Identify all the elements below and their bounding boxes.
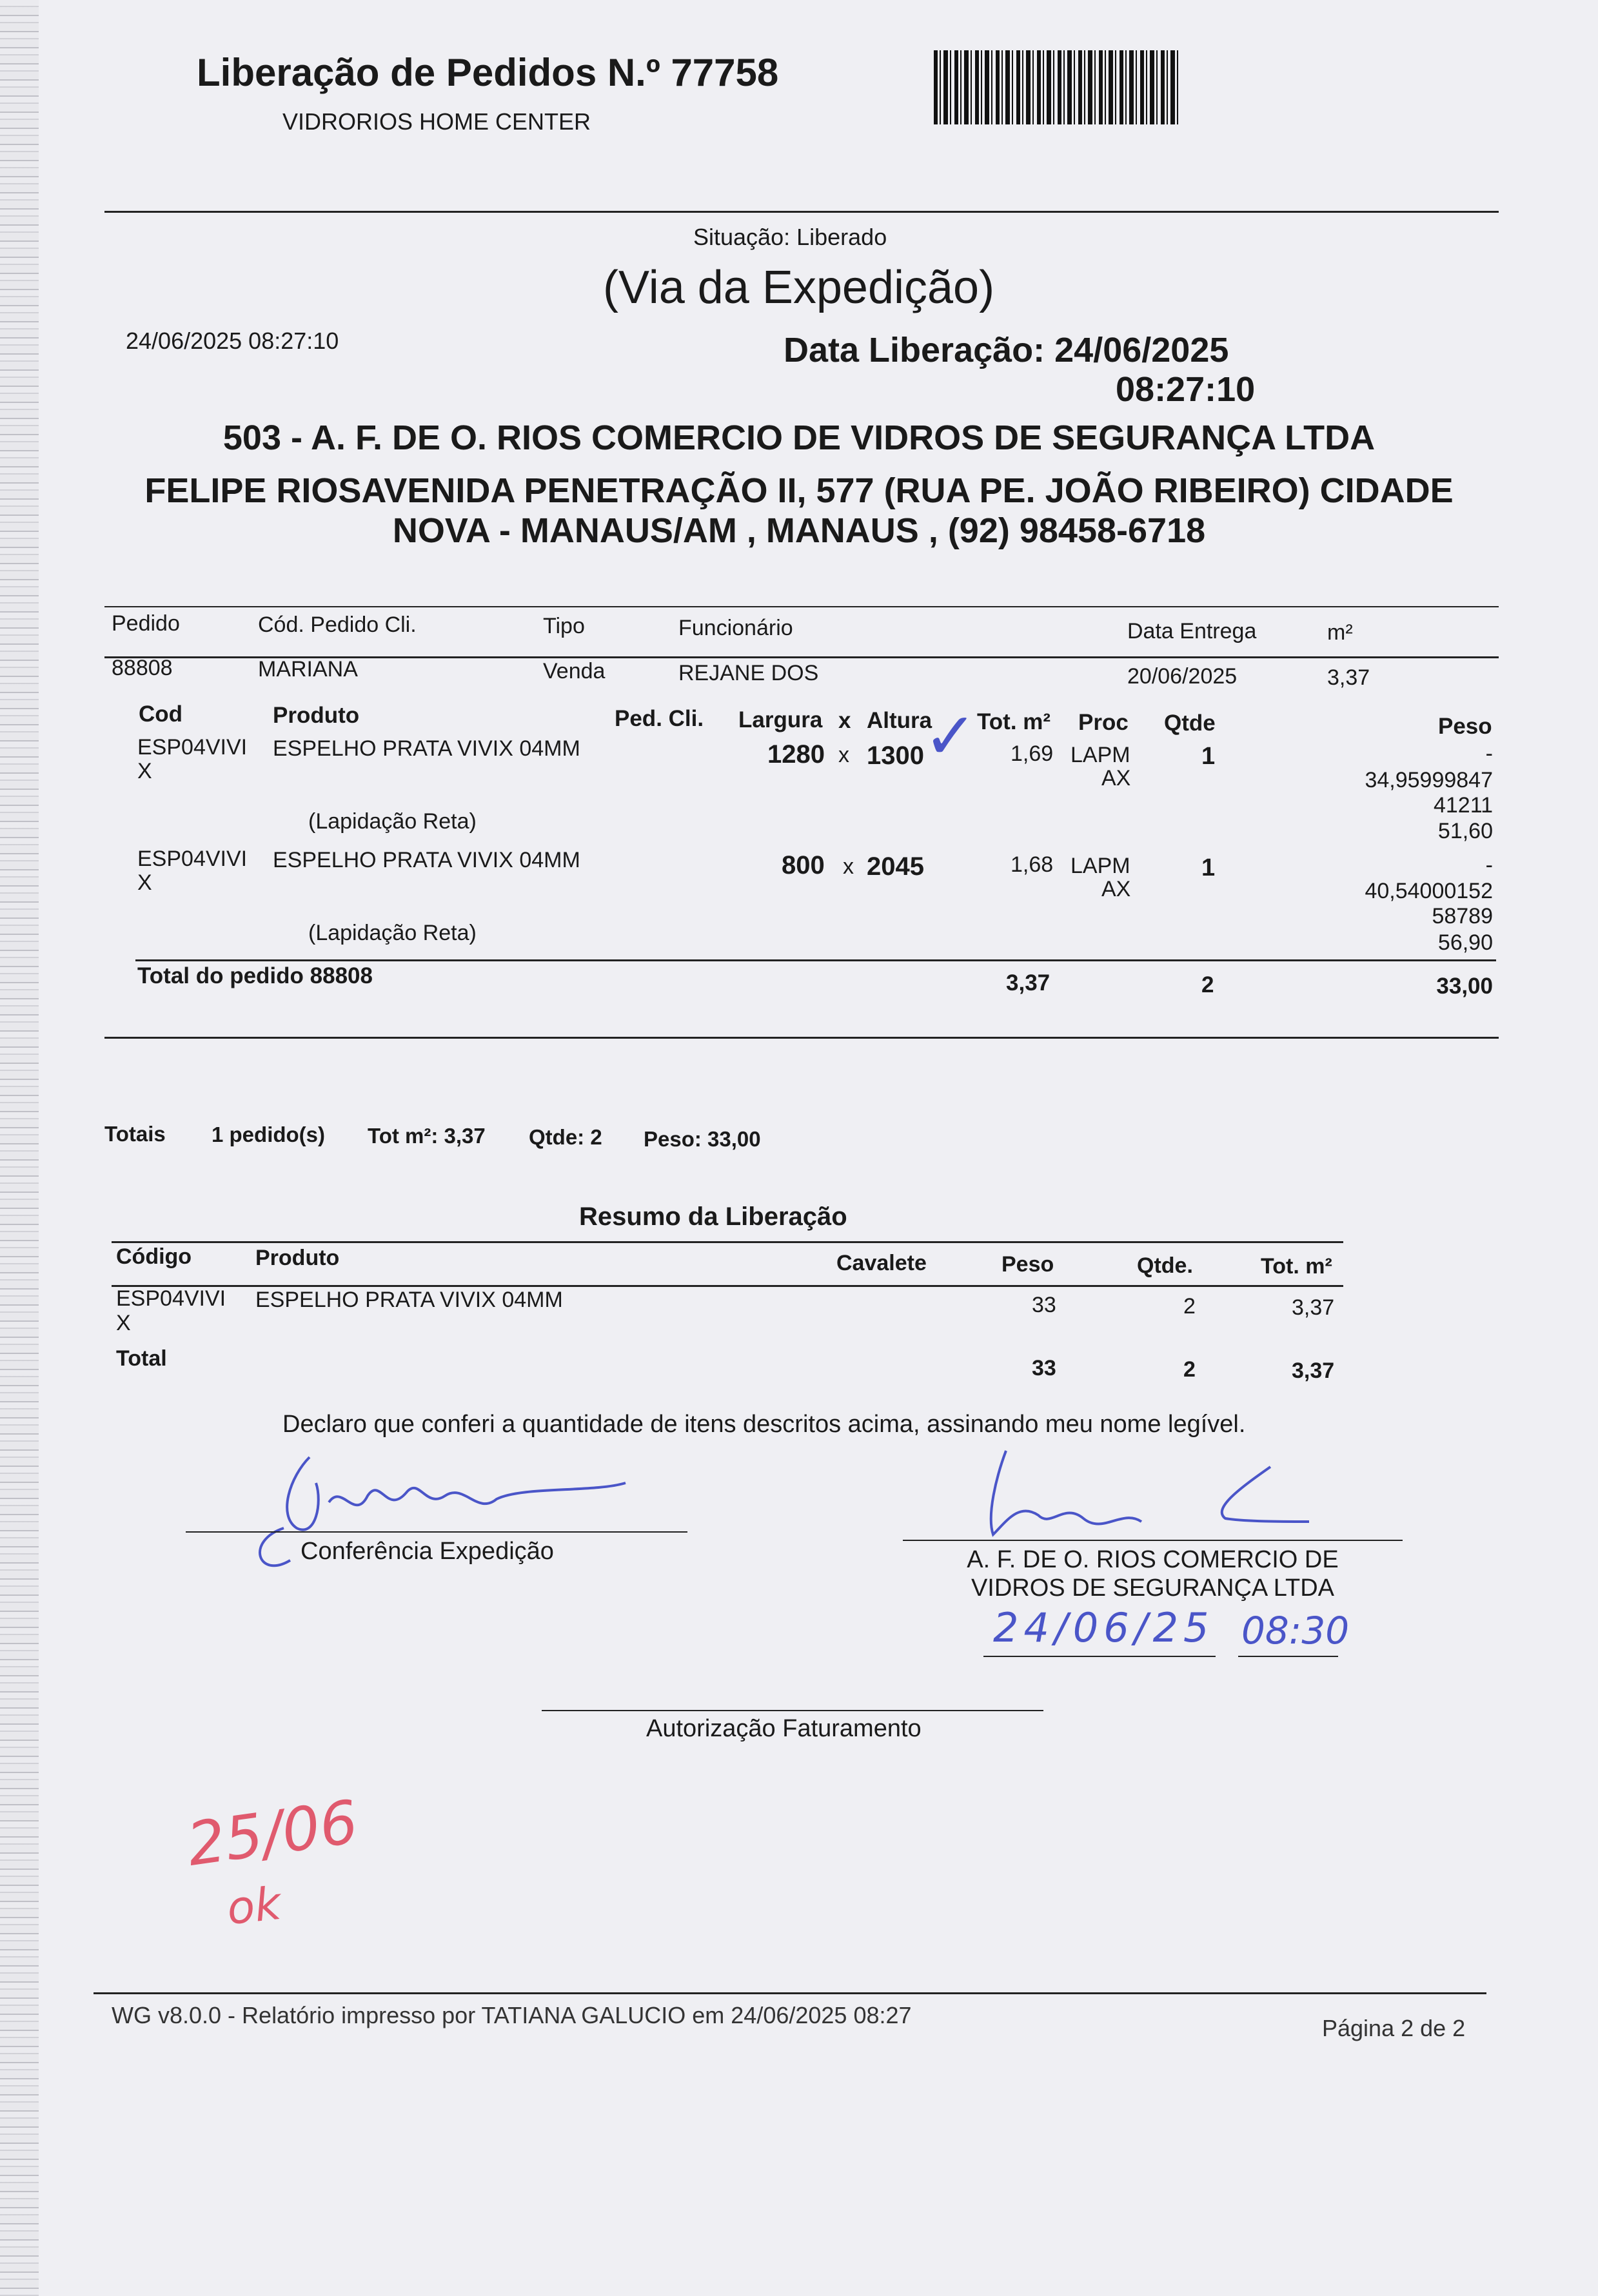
col-funcionario: Funcionário (678, 616, 793, 640)
order-total-m2: 3,37 (1006, 970, 1051, 996)
order-pedido: 88808 (112, 656, 173, 680)
col-data-entrega: Data Entrega (1127, 619, 1257, 643)
resumo-produto: ESPELHO PRATA VIVIX 04MM (255, 1288, 563, 1312)
item-peso-total: 51,60 (1437, 819, 1493, 843)
items-col-peso: Peso (1438, 714, 1492, 739)
header-divider (104, 211, 1499, 213)
data-liberacao: Data Liberação: 24/06/2025 (784, 331, 1229, 369)
item-proc-suffix: AX (1101, 877, 1131, 901)
item-peso-value: 40,54000152 (1365, 879, 1493, 903)
totais-pedidos: 1 pedido(s) (212, 1123, 326, 1146)
signature-right (935, 1438, 1322, 1554)
declaration-text: Declaro que conferi a quantidade de itens descritos acima, assinando meu nome legível. (282, 1411, 1246, 1438)
print-datetime: 24/06/2025 08:27:10 (126, 328, 339, 354)
item-x: x (843, 854, 854, 879)
data-liberacao-time: 08:27:10 (1116, 370, 1256, 409)
totais-peso: Peso: 33,00 (644, 1127, 761, 1151)
items-col-proc: Proc (1078, 710, 1129, 735)
col-tipo: Tipo (543, 614, 585, 638)
items-col-qtde: Qtde (1164, 711, 1216, 736)
item-largura: 1280 (767, 740, 825, 769)
company-signature-label: A. F. DE O. RIOS COMERCIO DE (967, 1546, 1339, 1573)
order-table-top (104, 606, 1499, 607)
resumo-col-qtde: Qtde. (1137, 1253, 1193, 1278)
item-produto: ESPELHO PRATA VIVIX 04MM (273, 736, 580, 761)
items-col-altura: Altura (867, 708, 932, 733)
item-peso-dash: - (1485, 853, 1493, 878)
resumo-peso: 33 (1032, 1293, 1056, 1317)
resumo-top (112, 1241, 1343, 1243)
barcode (934, 50, 1179, 124)
footer-report-info: WG v8.0.0 - Relatório impresso por TATIANA GALUCIO em 24/06/2025 08:27 (112, 2002, 912, 2028)
item-cod-suffix: X (137, 870, 152, 895)
status-situacao: Situação: Liberado (693, 224, 887, 250)
col-m2: m² (1327, 620, 1353, 645)
col-cod-pedido-cli: Cód. Pedido Cli. (258, 613, 417, 637)
company-signature-label-2: VIDROS DE SEGURANÇA LTDA (971, 1575, 1335, 1602)
items-col-x: x (838, 708, 851, 733)
date-underline (983, 1656, 1216, 1657)
item-obs: (Lapidação Reta) (308, 809, 477, 834)
resumo-title: Resumo da Liberação (579, 1202, 847, 1231)
check-mark-annotation: ✓ (923, 698, 978, 774)
signature-line-right (903, 1540, 1403, 1541)
col-pedido: Pedido (112, 611, 180, 636)
item-tot-m2: 1,68 (1011, 852, 1054, 877)
time-underline (1238, 1656, 1338, 1657)
item-produto: ESPELHO PRATA VIVIX 04MM (273, 848, 580, 872)
totais-tot-m2: Tot m²: 3,37 (368, 1124, 486, 1148)
resumo-total-peso: 33 (1032, 1356, 1056, 1380)
item-altura: 1300 (867, 741, 924, 770)
red-ok-annotation: ok (224, 1876, 284, 1936)
client-name: 503 - A. F. DE O. RIOS COMERCIO DE VIDROS DE SEGURANÇA LTDA (222, 418, 1376, 457)
item-proc: LAPM (1070, 743, 1130, 767)
order-tipo: Venda (543, 659, 606, 683)
autorizacao-faturamento-label: Autorização Faturamento (646, 1715, 922, 1742)
signature-line-autorizacao (542, 1710, 1043, 1711)
order-total-label: Total do pedido 88808 (137, 963, 373, 988)
via-label: (Via da Expedição) (603, 262, 995, 313)
resumo-col-codigo: Código (116, 1244, 192, 1269)
items-col-produto: Produto (273, 703, 360, 728)
resumo-col-peso: Peso (1001, 1252, 1054, 1277)
item-largura: 800 (782, 851, 825, 879)
order-m2: 3,37 (1327, 665, 1370, 690)
item-peso-value-cont: 58789 (1432, 904, 1493, 928)
resumo-header-divider (112, 1285, 1343, 1287)
items-col-ped-cli: Ped. Cli. (615, 706, 704, 731)
order-total-qtde: 2 (1201, 972, 1214, 997)
signature-line-left (186, 1531, 687, 1533)
item-peso-value: 34,95999847 (1365, 768, 1493, 792)
resumo-col-tot-m2: Tot. m² (1261, 1254, 1332, 1279)
footer-page-number: Página 2 de 2 (1322, 2015, 1466, 2041)
order-total-divider (135, 959, 1496, 961)
item-peso-dash: - (1485, 741, 1493, 766)
item-qtde: 1 (1201, 854, 1216, 881)
order-cod-pedido-cli: MARIANA (258, 657, 358, 682)
resumo-codigo-suffix: X (116, 1311, 131, 1335)
item-altura: 2045 (867, 852, 924, 881)
handwritten-time: 08:30 (1241, 1609, 1350, 1653)
item-proc-suffix: AX (1101, 766, 1131, 790)
resumo-total-m2: 3,37 (1292, 1359, 1335, 1383)
resumo-tot-m2: 3,37 (1292, 1295, 1335, 1320)
item-obs: (Lapidação Reta) (308, 921, 477, 945)
resumo-col-produto: Produto (255, 1246, 340, 1270)
totais-label: Totais (104, 1122, 166, 1146)
order-data-entrega: 20/06/2025 (1127, 664, 1238, 689)
order-funcionario: REJANE DOS (678, 661, 819, 685)
items-col-largura: Largura (738, 707, 823, 732)
items-col-cod: Cod (139, 702, 183, 727)
scan-edge-artifact (0, 0, 39, 2296)
resumo-codigo: ESP04VIVI (116, 1286, 226, 1311)
item-cod: ESP04VIVI (137, 847, 248, 871)
conferencia-expedicao-label: Conferência Expedição (301, 1538, 554, 1565)
resumo-qtde: 2 (1183, 1294, 1196, 1319)
item-x: x (838, 743, 849, 767)
item-cod: ESP04VIVI (137, 735, 248, 760)
document-title: Liberação de Pedidos N.º 77758 (197, 51, 779, 94)
resumo-total-qtde: 2 (1183, 1357, 1196, 1382)
item-tot-m2: 1,69 (1011, 741, 1054, 766)
client-address-city: NOVA - MANAUS/AM , MANAUS , (92) 98458-6718 (392, 511, 1206, 550)
totais-qtde: Qtde: 2 (529, 1125, 602, 1149)
red-date-annotation: 25/06 (182, 1787, 362, 1879)
client-address: FELIPE RIOSAVENIDA PENETRAÇÃO II, 577 (RUA PE. JOÃO RIBEIRO) CIDADE (144, 471, 1454, 510)
items-col-tot-m2: Tot. m² (977, 709, 1051, 734)
resumo-col-cavalete: Cavalete (836, 1251, 927, 1275)
handwritten-date: 24/06/25 (993, 1604, 1214, 1651)
order-block-bottom (104, 1037, 1499, 1039)
resumo-total-label: Total (116, 1346, 167, 1371)
item-proc: LAPM (1070, 854, 1130, 878)
item-qtde: 1 (1201, 743, 1216, 770)
footer-divider (94, 1992, 1486, 1994)
item-peso-total: 56,90 (1437, 930, 1493, 955)
company-short-name: VIDRORIOS HOME CENTER (282, 108, 591, 135)
item-peso-value-cont: 41211 (1433, 793, 1493, 818)
order-total-peso: 33,00 (1436, 974, 1493, 999)
item-cod-suffix: X (137, 759, 152, 783)
